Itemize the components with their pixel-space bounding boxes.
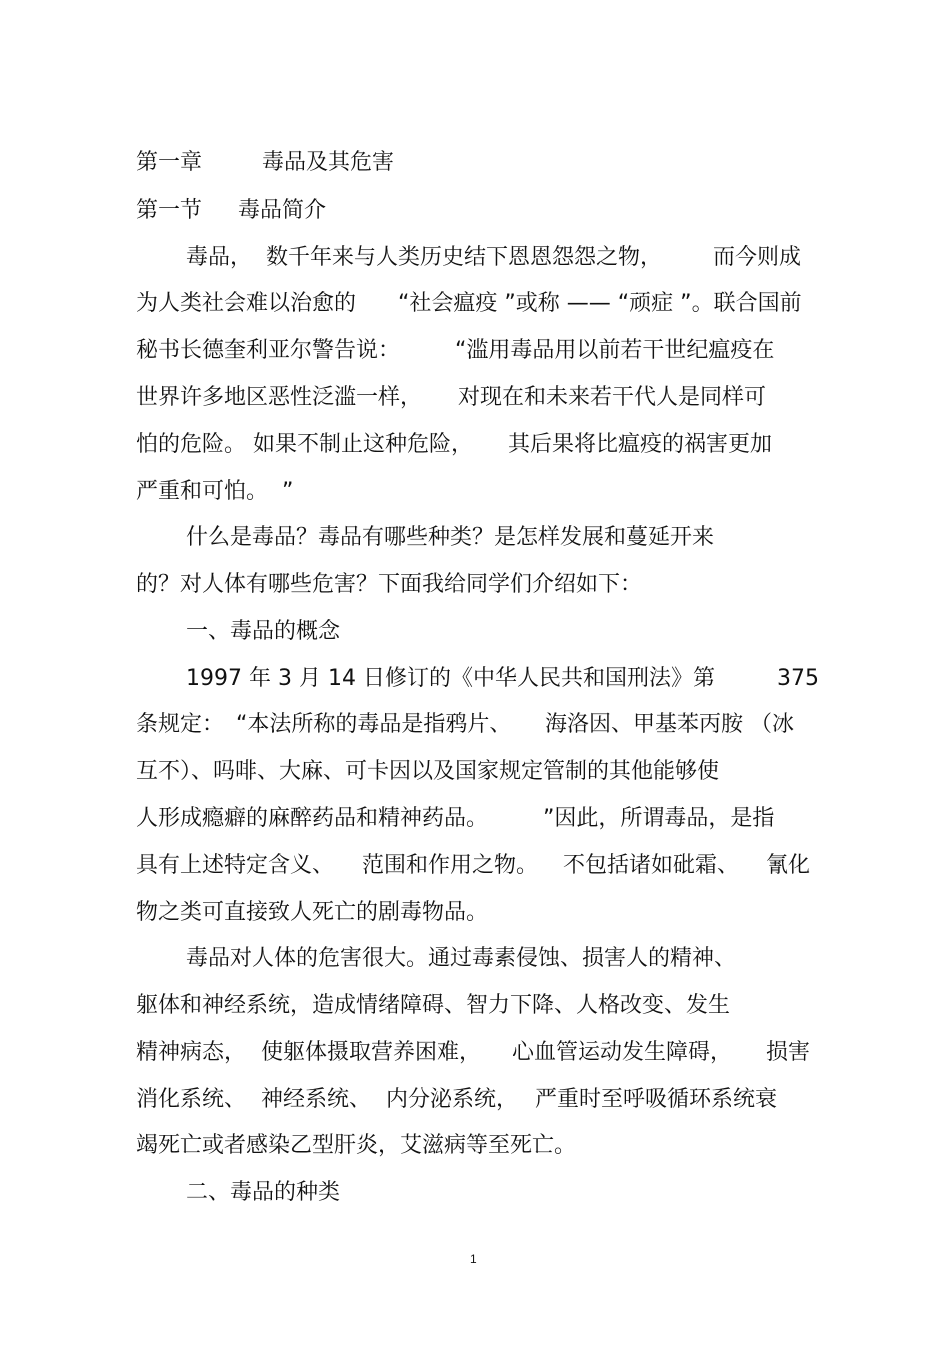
text-line: “滥用毒品用以前若干世纪瘟疫在: [455, 338, 775, 363]
text-line: 消化系统、: [136, 1087, 247, 1112]
text-line: 375: [777, 666, 819, 691]
text-line: 氰化: [766, 853, 811, 878]
text-line: “本法所称的毒品是指鸦片、: [236, 712, 512, 737]
text-line: 海洛因、甲基苯丙胺 （冰: [545, 712, 794, 737]
text-line: 心血管运动发生障碍，: [512, 1040, 733, 1065]
text-line: 秘书长德奎利亚尔警告说：: [136, 338, 401, 363]
section-label: 第一节: [136, 198, 203, 223]
text-line: 什么是毒品？毒品有哪些种类？是怎样发展和蔓延开来: [186, 525, 715, 550]
text-line: ”因此，所谓毒品，是指: [543, 806, 775, 831]
text-line: 精神病态，: [136, 1040, 247, 1065]
section-title: 毒品简介: [238, 198, 327, 223]
text-line: 条规定：: [136, 712, 225, 737]
text-line: 人形成瘾癖的麻醉药品和精神药品。: [136, 806, 489, 831]
text-line: 毒品， 数千年来与人类历史结下恩恩怨怨之物，: [186, 245, 662, 270]
chapter-title: 毒品及其危害: [262, 150, 395, 175]
text-line: 不包括诸如砒霜、: [563, 853, 740, 878]
text-line: 使躯体摄取营养困难，: [261, 1040, 482, 1065]
text-line: 损害: [766, 1040, 811, 1065]
text-line: 怕的危险。 如果不制止这种危险，: [136, 432, 473, 457]
text-line: 躯体和神经系统，造成情绪障碍、智力下降、人格改变、发生: [136, 993, 731, 1018]
text-line: 严重时至呼吸循环系统衰: [535, 1087, 778, 1112]
text-line: 内分泌系统，: [386, 1087, 519, 1112]
text-line: 其后果将比瘟疫的祸害更加: [508, 432, 773, 457]
text-line: 范围和作用之物。: [362, 853, 539, 878]
text-line: 具有上述特定含义、: [136, 853, 335, 878]
text-line: 的？对人体有哪些危害？下面我给同学们介绍如下：: [136, 572, 643, 597]
text-line: 对现在和未来若干代人是同样可: [458, 385, 767, 410]
text-line: “社会瘟疫 ”或称 —— “顽症 ”。联合国前: [398, 291, 802, 316]
text-line: 而今则成: [713, 245, 802, 270]
text-line: 1997 年 3 月 14 日修订的《中华人民共和国刑法》第: [186, 666, 715, 691]
text-line: 神经系统、: [261, 1087, 372, 1112]
text-line: 互不）、吗啡、大麻、可卡因以及国家规定管制的其他能够使: [136, 759, 720, 784]
text-line: 竭死亡或者感染乙型肝炎，艾滋病等至死亡。: [136, 1133, 577, 1158]
subsection-heading: 一、毒品的概念: [186, 619, 341, 644]
subsection-heading: 二、毒品的种类: [186, 1180, 341, 1205]
text-line: 物之类可直接致人死亡的剧毒物品。: [136, 900, 489, 925]
text-line: 毒品对人体的危害很大。通过毒素侵蚀、损害人的精神、: [186, 946, 737, 971]
text-line: 严重和可怕。 ”: [136, 479, 294, 504]
chapter-label: 第一章: [136, 150, 203, 175]
text-line: 世界许多地区恶性泛滥一样，: [136, 385, 423, 410]
page-number: 1: [470, 1252, 477, 1266]
text-line: 为人类社会难以治愈的: [136, 291, 357, 316]
